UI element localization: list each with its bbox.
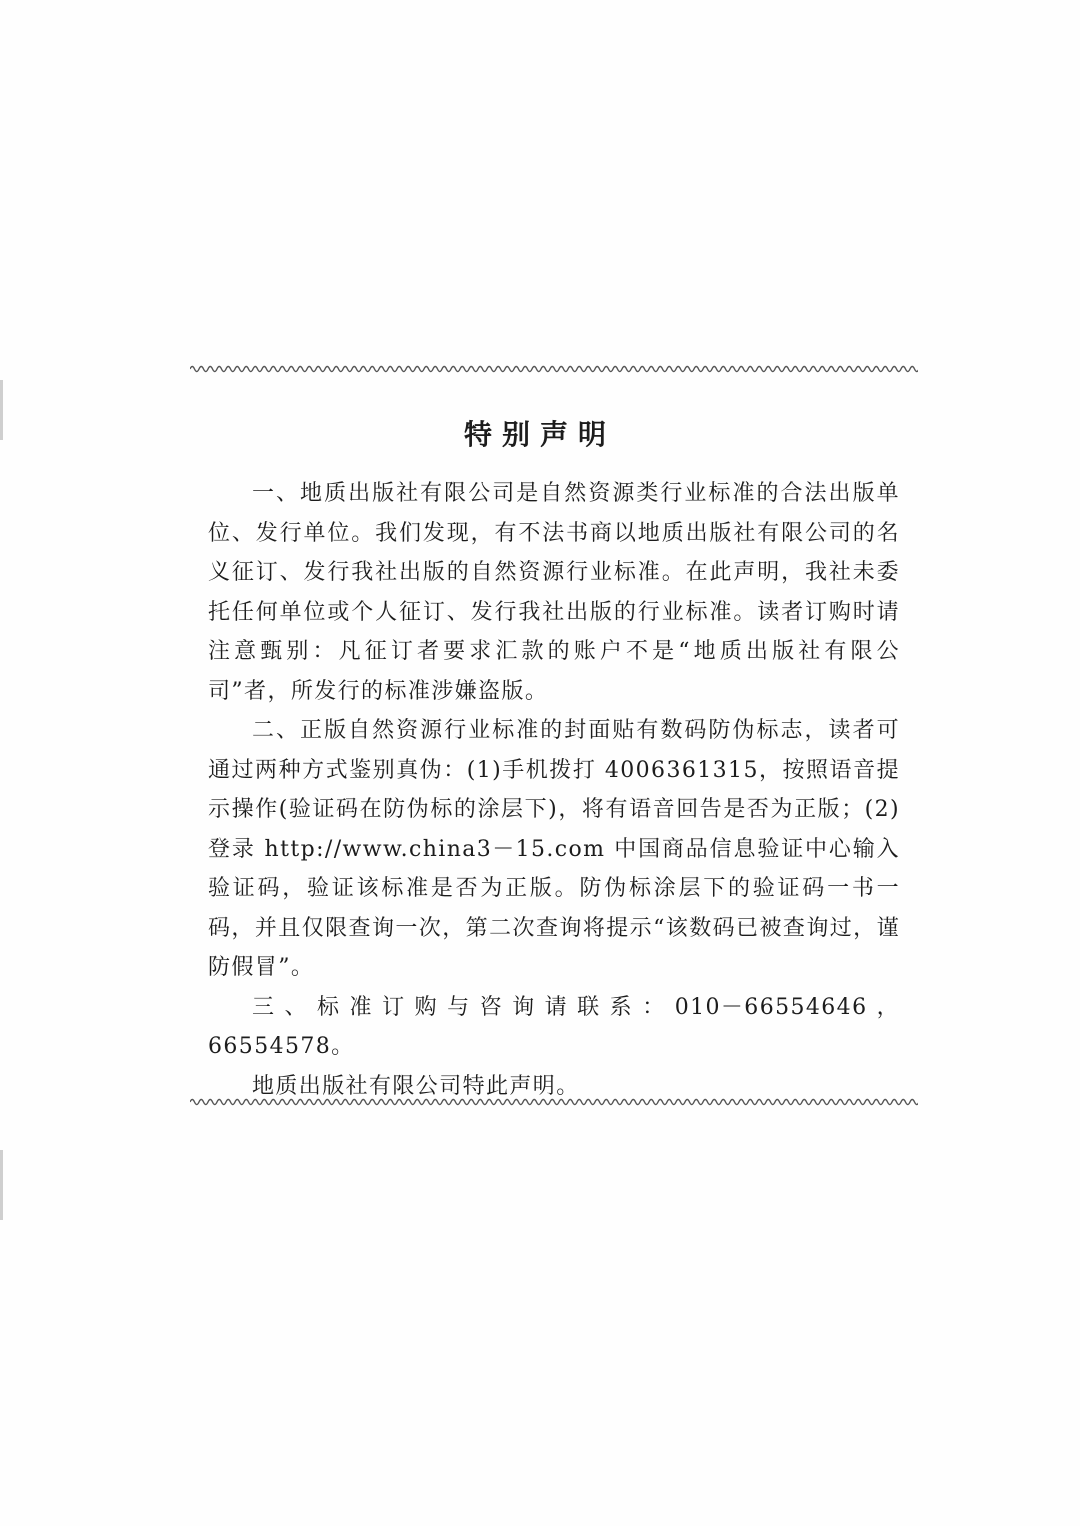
ornamental-divider-bottom (190, 1096, 918, 1108)
scan-edge-mark (0, 1150, 3, 1220)
page-title: 特别声明 (463, 418, 616, 451)
paragraph-2: 二、正版自然资源行业标准的封面贴有数码防伪标志，读者可通过两种方式鉴别真伪：(1)手机拨打 4006361315，按照语音提示操作(验证码在防伪标的涂层下)，将有语音回告是否为正版；(2)登录 http://www.china3－15.com 中国商品信息验证中心输入验证码，验证该标准是否为正版。防伪标涂层下的验证码一书一码，并且仅限查询一次，第二次查询将提示“该数码已被查询过，谨防假冒”。 (208, 718, 900, 980)
paragraph-4: 地质出版社有限公司特此声明。 (252, 1073, 580, 1099)
statement-body (208, 474, 900, 1106)
ornamental-divider-top (190, 363, 918, 375)
paragraph-3: 三、标准订购与咨询请联系：010－66554646，66554578。 (208, 994, 900, 1059)
paragraph-1: 一、地质出版社有限公司是自然资源类行业标准的合法出版单位、发行单位。我们发现，有不法书商以地质出版社有限公司的名义征订、发行我社出版的自然资源行业标准。在此声明，我社未委托任何单位或个人征订、发行我社出版的行业标准。读者订购时请注意甄别：凡征订者要求汇款的账户不是“地质出版社有限公司”者，所发行的标准涉嫌盗版。 (208, 481, 900, 704)
